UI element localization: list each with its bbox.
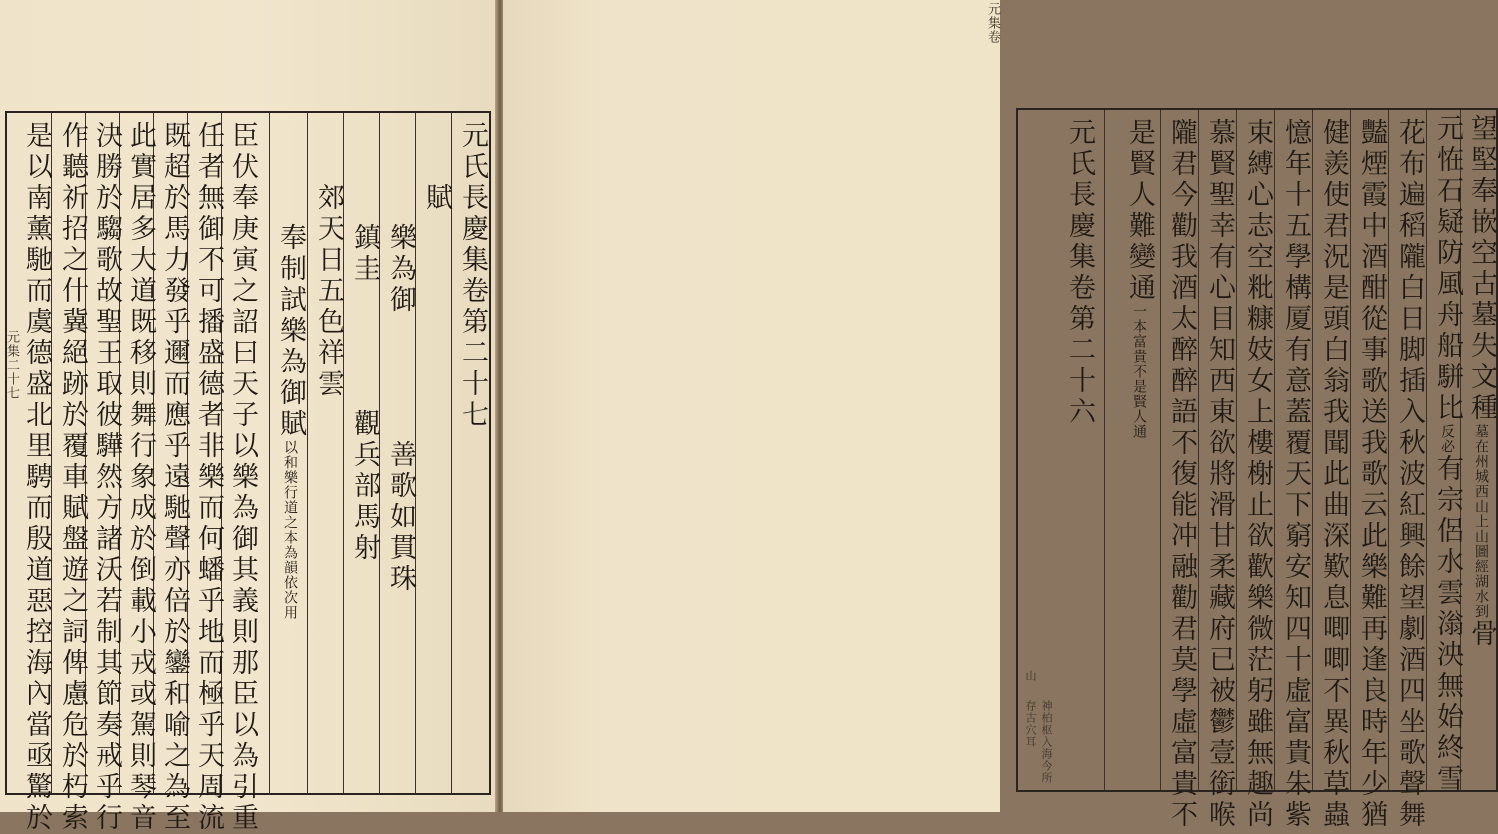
poem-note-1c: 圖經湖水到 bbox=[1473, 544, 1489, 619]
text-frame-right bbox=[1016, 108, 1498, 831]
fu-rhyme-note: 以和樂行道之本為韻依次用 bbox=[282, 440, 298, 620]
poem-line-8: 慕賢聖幸有心目知西東欲將滑甘柔藏府已被鬱壹銜喉 bbox=[1204, 118, 1235, 831]
left-page bbox=[0, 0, 497, 834]
text-frame-left bbox=[5, 111, 491, 834]
poem-line-3: 花布遍稻隴白日脚插入秋波紅興餘望劇酒四坐歌聲舞 bbox=[1394, 118, 1425, 831]
poem-line-1-end: 骨 bbox=[1466, 619, 1497, 650]
text-line-4: 此實居多大道既移則舞行象成於倒載小戎或駕則琴音 bbox=[125, 121, 156, 834]
text-line-7: 是以南薰馳而虞德盛北里騁而殷道惡控海內當亟驚於 bbox=[21, 121, 52, 834]
poem-line-2-cont: 有宗侶水雲滃泱無始終雪 bbox=[1432, 454, 1463, 795]
volume-title: 元氏長慶集卷第二十七 bbox=[457, 121, 488, 431]
poem-note-2a: 反 bbox=[1439, 424, 1455, 439]
column-rule bbox=[1198, 110, 1199, 790]
poem-line-10-main: 是賢人難變通 bbox=[1124, 118, 1155, 304]
column-rule bbox=[1160, 110, 1161, 790]
poem-note-1b: 山 bbox=[1473, 529, 1489, 544]
poem-line-7: 束縛心志空粃糠妓女上樓榭止欲歡樂微茫躬雖無趣尚 bbox=[1242, 118, 1273, 831]
column-rule bbox=[1388, 110, 1389, 790]
right-page bbox=[503, 0, 1497, 831]
fold-mark-right: 元集卷 bbox=[985, 2, 1000, 44]
column-rule bbox=[1350, 110, 1351, 790]
poem-note-1a: 墓在州城西山上 bbox=[1473, 424, 1489, 529]
text-line-5: 決勝於騶歌故聖王取彼驊然方諸沃若制其節奏戒乎行 bbox=[91, 121, 122, 834]
toc-line-3: 郊天日五色祥雲 bbox=[313, 183, 344, 400]
column-rule bbox=[1312, 110, 1313, 790]
poem-line-4: 豔煙霞中酒酣從事歌送我歌云此樂難再逢良時年少猶 bbox=[1356, 118, 1387, 831]
text-line-3: 既超於馬力發乎邇而應乎遠馳聲亦倍於鑾和喻之為至 bbox=[159, 121, 190, 834]
volume-end-title: 元氏長慶集卷第二十六 bbox=[1064, 118, 1095, 428]
fu-title: 奉制試樂為御賦 bbox=[275, 223, 306, 440]
column-rule bbox=[1274, 110, 1275, 790]
toc-line-1: 樂為御 善歌如貫珠 bbox=[385, 223, 416, 595]
text-line-2: 任者無御不可播盛德者非樂而何蟠乎地而極乎天周流 bbox=[193, 121, 224, 834]
poem-line-6: 憶年十五學構厦有意蓋覆天下窮安知四十虛富貴朱紫 bbox=[1280, 118, 1311, 831]
poem-line-1 bbox=[1465, 114, 1497, 650]
genre-heading: 賦 bbox=[421, 183, 452, 214]
variant-note: 一本富貴不是賢人通 bbox=[1131, 304, 1147, 439]
poem-line-1-main: 望堅奉嵌空古墓失文種 bbox=[1466, 114, 1497, 424]
poem-line-9: 隴君今勸我酒太醉醉語不復能冲融勸君莫學虛富貴不 bbox=[1166, 118, 1197, 831]
poem-line-10 bbox=[1123, 118, 1155, 439]
column-rule bbox=[269, 113, 270, 793]
poem-note-2d: 山 bbox=[1024, 670, 1037, 682]
poem-line-2-main: 元恠石疑防風舟船駢比 bbox=[1432, 114, 1463, 424]
column-rule bbox=[1236, 110, 1237, 790]
text-line-1: 臣伏奉庚寅之詔曰天子以樂為御其義則那臣以為引重 bbox=[227, 121, 258, 834]
text-line-6: 作聽祈招之什冀絕跡於覆車賦盤遊之詞俾慮危於朽索 bbox=[57, 121, 88, 834]
poem-line-2 bbox=[1431, 114, 1463, 795]
fold-mark-left: 元集二十七 bbox=[4, 330, 19, 400]
fu-title-line bbox=[274, 223, 306, 783]
poem-note-2e: 神柏枢入海今所存古穴耳 bbox=[1024, 700, 1053, 784]
poem-line-5: 健羨使君況是頭白翁我聞此曲深歎息唧唧不異秋草蟲 bbox=[1318, 118, 1349, 831]
toc-line-2: 鎮圭 觀兵部馬射 bbox=[349, 223, 380, 564]
column-rule bbox=[1104, 110, 1105, 790]
poem-note-2b: 必 bbox=[1439, 439, 1455, 454]
column-rule bbox=[1426, 110, 1427, 790]
column-rule bbox=[451, 113, 452, 793]
column-rule bbox=[307, 113, 308, 793]
